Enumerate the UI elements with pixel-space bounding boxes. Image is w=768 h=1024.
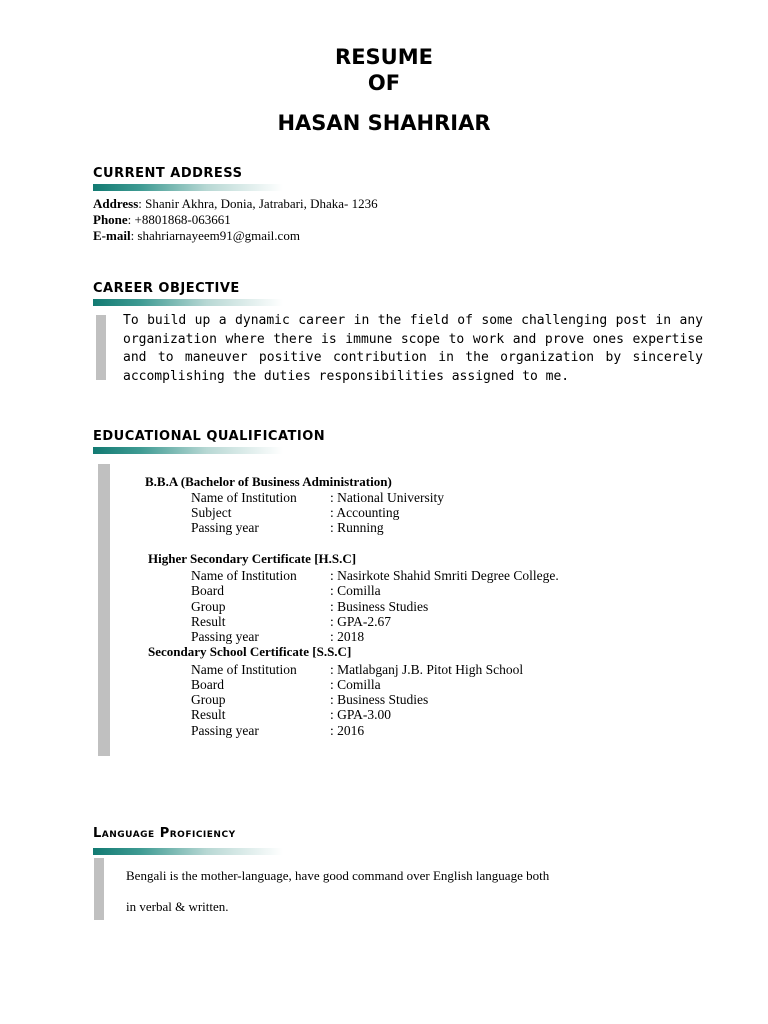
resume-title: RESUME bbox=[335, 45, 433, 69]
edu-row: Subject : Accounting bbox=[191, 505, 400, 520]
address-heading: CURRENT ADDRESS bbox=[93, 166, 243, 181]
edu-row: Board : Comilla bbox=[191, 583, 381, 598]
phone-line bbox=[93, 212, 378, 228]
edu-row: Group : Business Studies bbox=[191, 599, 429, 614]
address-value: : Shanir Akhra, Donia, Jatrabari, Dhaka- 1236 bbox=[138, 196, 378, 211]
edu-row: Board : Comilla bbox=[191, 677, 381, 692]
edu-row: Passing year : 2018 bbox=[191, 629, 365, 644]
phone-label: Phone bbox=[93, 212, 128, 227]
edu-row: Name of Institution : Nasirkote Shahid Smriti Degree College. bbox=[191, 568, 559, 583]
edu-row: Name of Institution : Matlabganj J.B. Pitot High School bbox=[191, 662, 524, 677]
address-block bbox=[93, 196, 378, 244]
language-rule bbox=[93, 848, 283, 855]
email-label: E-mail bbox=[93, 228, 131, 243]
degree-title-ssc: Secondary School Certificate [S.S.C] bbox=[148, 644, 352, 659]
phone-value: : +8801868-063661 bbox=[127, 212, 231, 227]
candidate-name: HASAN SHAHRIAR bbox=[277, 111, 491, 135]
objective-rule bbox=[93, 299, 283, 306]
address-label: Address bbox=[93, 196, 139, 211]
education-heading: EDUCATIONAL QUALIFICATION bbox=[93, 429, 326, 444]
education-bar bbox=[98, 464, 110, 756]
degree-title-bba: B.B.A (Bachelor of Business Administration) bbox=[145, 474, 392, 489]
language-line-1: Bengali is the mother-language, have good command over English language both bbox=[126, 868, 550, 883]
language-bar bbox=[94, 858, 104, 920]
objective-text: To build up a dynamic career in the field of some challenging post in any organization where there is immune scope to work and prove ones expertise and to maneuver positive contribution in the organization by sincerely accomplishing the duties responsibilities assigned to me. bbox=[123, 313, 703, 384]
edu-row: Group : Business Studies bbox=[191, 692, 429, 707]
degree-title-hsc: Higher Secondary Certificate [H.S.C] bbox=[148, 551, 357, 566]
objective-heading: CAREER OBJECTIVE bbox=[93, 281, 240, 296]
objective-bar bbox=[96, 315, 106, 380]
education-rule bbox=[93, 447, 283, 454]
address-line bbox=[93, 196, 378, 212]
edu-row: Result : GPA-3.00 bbox=[191, 707, 392, 722]
edu-row: Result : GPA-2.67 bbox=[191, 614, 392, 629]
language-line-2: in verbal & written. bbox=[126, 899, 229, 914]
edu-row: Passing year : 2016 bbox=[191, 723, 365, 738]
email-value: : shahriarnayeem91@gmail.com bbox=[130, 228, 300, 243]
address-rule bbox=[93, 184, 283, 191]
edu-row: Name of Institution : National University bbox=[191, 490, 444, 505]
language-heading: Language Proficiency bbox=[93, 826, 236, 841]
resume-of: OF bbox=[367, 71, 401, 95]
email-line bbox=[93, 228, 378, 244]
edu-row: Passing year : Running bbox=[191, 520, 384, 535]
